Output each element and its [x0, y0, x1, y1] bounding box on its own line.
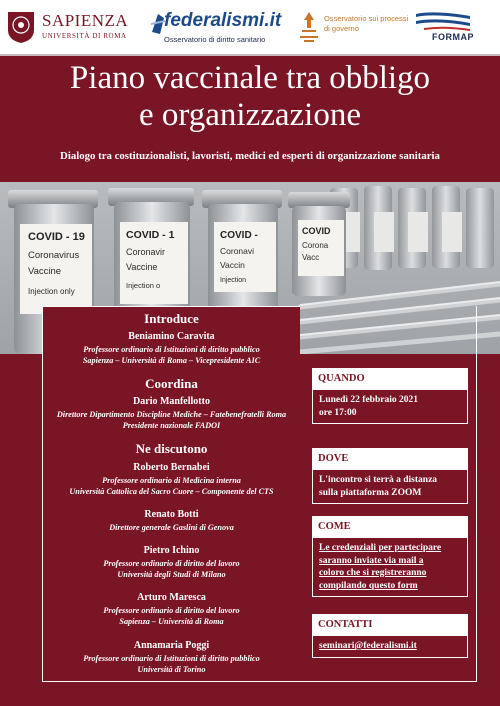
contatti-body	[312, 636, 468, 658]
speaker-name: Pietro Ichino	[143, 545, 200, 556]
speaker-name: Renato Botti	[144, 509, 199, 520]
speaker-name: Annamaria Poggi	[133, 640, 210, 651]
vial-1-line-3: Vaccine	[28, 266, 62, 277]
dove-line: sulla piattaforma ZOOM	[319, 487, 422, 498]
quando-time: ore 17:00	[319, 407, 357, 418]
federalismi-sub: Osservatorio di diritto sanitario	[164, 35, 266, 44]
vial-2-line-3: Vaccine	[126, 262, 158, 272]
sapienza-logo	[6, 8, 132, 50]
formap-name: FORMAP	[432, 32, 474, 42]
formap-mark-icon	[414, 10, 472, 32]
vial-2-line-2: Coronavir	[126, 247, 166, 257]
introduce-heading: Introduce	[144, 311, 199, 326]
quando-heading: QUANDO	[312, 368, 468, 390]
speaker-role: Sapienza – Università di Roma	[119, 617, 224, 626]
sapienza-sub: UNIVERSITÀ DI ROMA	[42, 32, 127, 40]
contact-email-link[interactable]: seminari@federalismi.it	[319, 641, 417, 651]
vial-3-line-3: Vaccin	[220, 260, 245, 270]
page-title	[0, 60, 500, 134]
contatti-heading: CONTATTI	[312, 614, 468, 636]
come-body	[312, 538, 468, 597]
dove-body	[312, 470, 468, 504]
speaker-role: Professore ordinario di diritto del lavoro	[103, 559, 240, 568]
speakers-panel	[42, 306, 300, 682]
federalismi-name: federalismi.it	[164, 10, 282, 31]
osservatorio-mark-icon	[298, 10, 320, 44]
dove-heading: DOVE	[312, 448, 468, 470]
speaker-role: Università degli Studi di Milano	[117, 570, 226, 579]
vial-4-line-2: Corona	[302, 241, 329, 250]
vial-3-line-1: COVID -	[220, 230, 258, 241]
quando-date: Lunedì 22 febbraio 2021	[319, 395, 418, 405]
speaker-role: Professore ordinario di Istituzioni di diritto pubblico	[83, 654, 260, 663]
vial-1-line-4: Injection only	[28, 287, 75, 296]
speaker-role: Professore ordinario di Medicina interna	[102, 476, 241, 485]
federalismi-logo	[150, 8, 282, 50]
speaker-role: Sapienza – Università di Roma – Vicepresidente AIC	[82, 356, 261, 365]
formap-logo	[412, 8, 496, 50]
vial-4-line-1: COVID	[302, 226, 331, 236]
speaker-role: Presidente nazionale FADOI	[122, 421, 221, 430]
speaker-role: Direttore generale Gaslini di Genova	[109, 523, 234, 532]
vial-3-line-4: Injection	[220, 277, 247, 284]
dove-line: L'incontro si terrà a distanza	[319, 475, 438, 485]
vial-2-line-1: COVID - 1	[126, 229, 175, 241]
page-subtitle: Dialogo tra costituzionalisti, lavoristi, medici ed esperti di organizzazione sanitaria	[60, 150, 440, 162]
osservatorio-logo	[298, 8, 410, 50]
speaker-role: Direttore Dipartimento Discipline Mediche – Fatebenefratelli Roma	[56, 410, 287, 419]
discutono-heading: Ne discutono	[135, 441, 208, 456]
title-line-1: Piano vaccinale tra obbligo	[69, 60, 431, 96]
sapienza-name: SAPIENZA	[42, 11, 129, 30]
speaker-role: Professore ordinario di diritto del lavoro	[103, 606, 240, 615]
speaker-name: Roberto Bernabei	[133, 462, 210, 473]
vial-1-line-1: COVID - 19	[28, 231, 85, 243]
quando-body	[312, 390, 468, 424]
quando-box	[312, 368, 468, 424]
registration-link-line[interactable]: compilando questo form	[319, 580, 418, 591]
vial-3-line-2: Coronavi	[220, 246, 255, 256]
speaker-role: Professore ordinario di Istituzioni di diritto pubblico	[83, 345, 260, 354]
vial-1-line-2: Coronavirus	[28, 250, 80, 261]
title-line-2: e organizzazione	[138, 97, 361, 133]
speaker-role: Università di Torino	[137, 665, 206, 674]
come-box	[312, 516, 468, 597]
sapienza-seal-icon	[6, 10, 36, 44]
vial-2-line-4: Injection o	[126, 281, 161, 290]
frame-line-right	[476, 306, 477, 682]
registration-link-line[interactable]: saranno inviate via mail a	[319, 555, 424, 566]
registration-link-line[interactable]: coloro che si registreranno	[319, 568, 427, 578]
vial-4-line-3: Vacc	[302, 253, 320, 262]
coordina-heading: Coordina	[145, 376, 198, 391]
speaker-name: Arturo Maresca	[137, 592, 206, 603]
osservatorio-sub: Osservatorio sui processi di governo	[324, 14, 409, 33]
contatti-box	[312, 614, 468, 658]
speaker-name: Beniamino Caravita	[128, 331, 215, 342]
speaker-role: Università Cattolica del Sacro Cuore – Componente del CTS	[69, 487, 274, 496]
speaker-name: Dario Manfellotto	[133, 396, 210, 407]
frame-line-bottom	[42, 681, 477, 682]
logo-header	[0, 0, 500, 56]
dove-box	[312, 448, 468, 504]
come-heading: COME	[312, 516, 468, 538]
registration-link-line[interactable]: Le credenziali per partecipare	[319, 543, 442, 553]
